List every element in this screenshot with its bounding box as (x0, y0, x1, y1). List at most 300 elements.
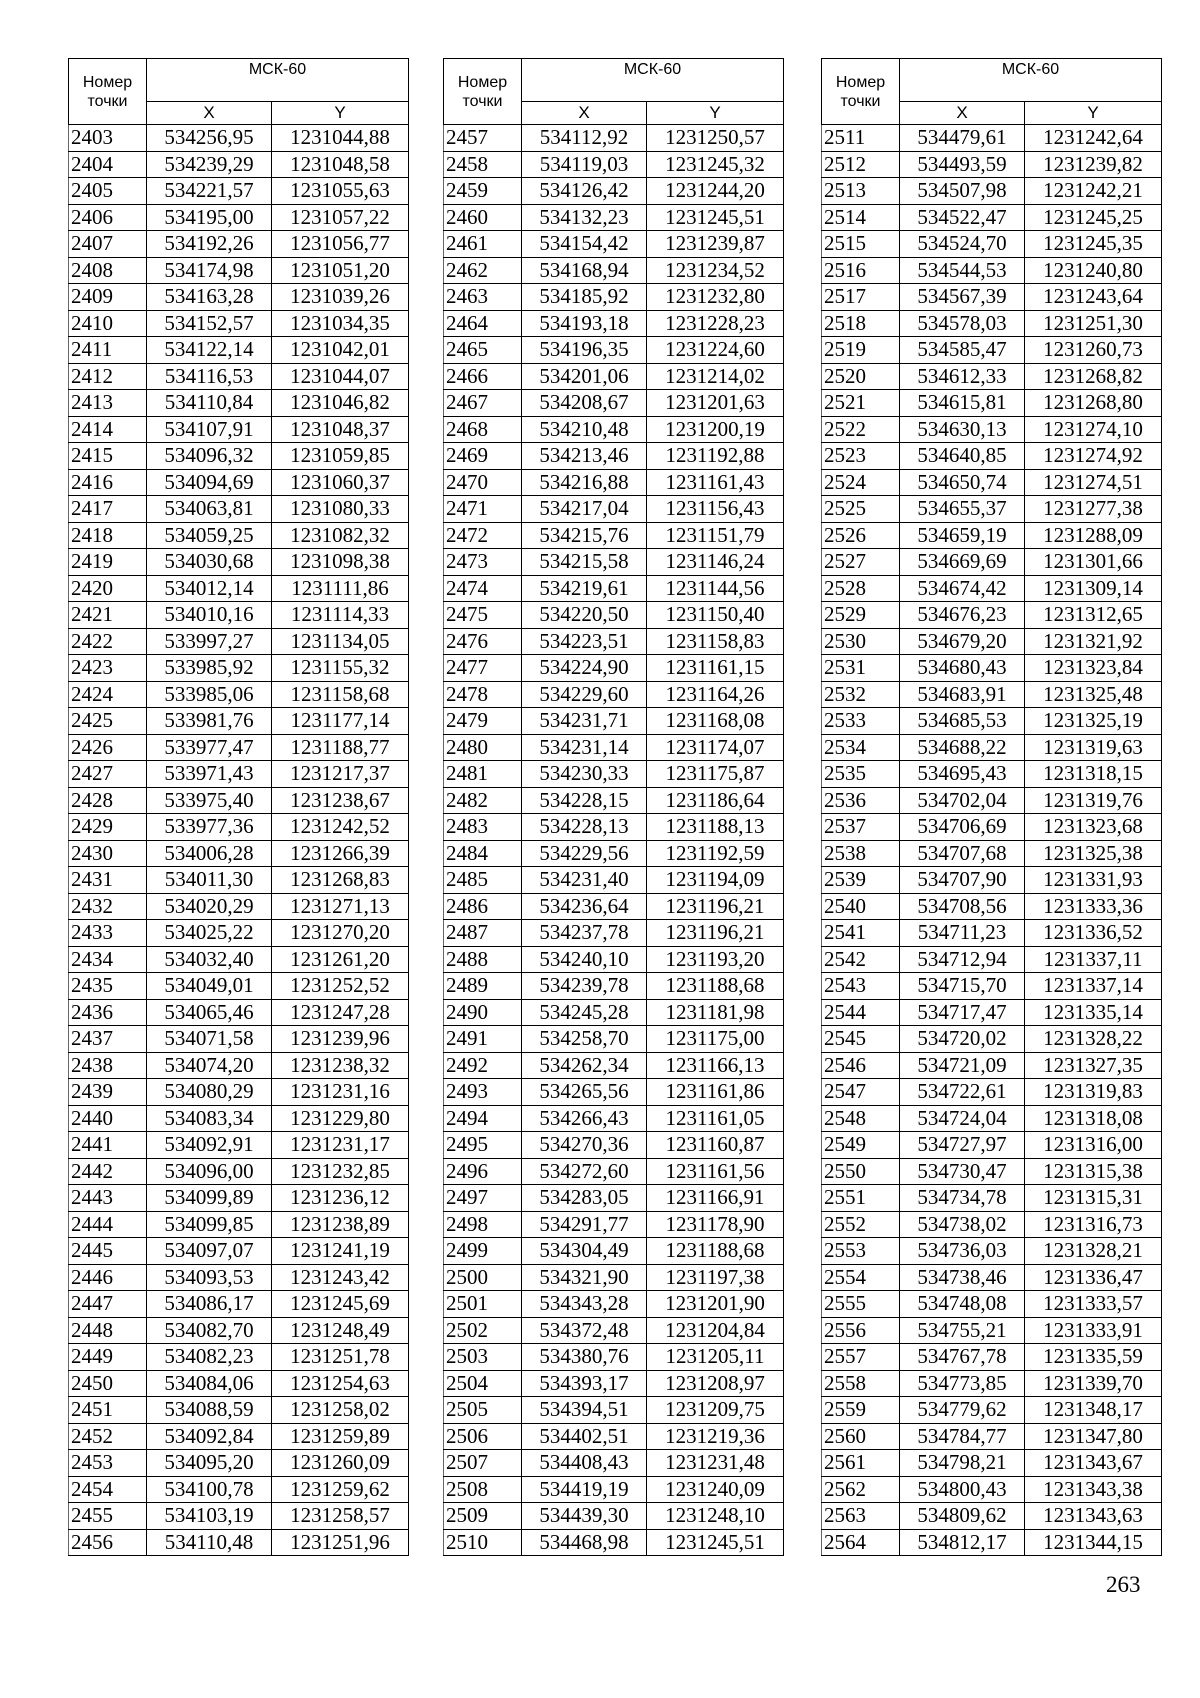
table-row (822, 655, 1162, 682)
point-number: 2439 (69, 1079, 147, 1106)
x-coordinate: 534734,78 (900, 1185, 1025, 1212)
point-number: 2453 (69, 1450, 147, 1477)
table-row (444, 549, 784, 576)
y-coordinate: 1231323,68 (1025, 814, 1162, 841)
table-row (822, 416, 1162, 443)
point-number: 2467 (444, 390, 522, 417)
x-coordinate: 534230,33 (522, 761, 647, 788)
table-row (822, 946, 1162, 973)
x-coordinate: 534099,89 (147, 1185, 272, 1212)
y-coordinate: 1231274,10 (1025, 416, 1162, 443)
x-coordinate: 534093,53 (147, 1264, 272, 1291)
y-coordinate: 1231239,82 (1025, 151, 1162, 178)
point-number: 2519 (822, 337, 900, 364)
y-coordinate: 1231323,84 (1025, 655, 1162, 682)
point-number: 2452 (69, 1423, 147, 1450)
point-number: 2442 (69, 1158, 147, 1185)
x-coordinate: 534132,23 (522, 204, 647, 231)
x-coordinate: 534748,08 (900, 1291, 1025, 1318)
point-number: 2539 (822, 867, 900, 894)
point-number: 2551 (822, 1185, 900, 1212)
y-coordinate: 1231316,00 (1025, 1132, 1162, 1159)
table-row (822, 231, 1162, 258)
x-coordinate: 534711,23 (900, 920, 1025, 947)
point-number: 2545 (822, 1026, 900, 1053)
y-coordinate: 1231144,56 (647, 575, 784, 602)
point-number: 2501 (444, 1291, 522, 1318)
table-row (444, 681, 784, 708)
point-number: 2486 (444, 893, 522, 920)
x-coordinate: 534221,57 (147, 178, 272, 205)
y-coordinate: 1231274,51 (1025, 469, 1162, 496)
point-number: 2483 (444, 814, 522, 841)
table-row (444, 1317, 784, 1344)
point-number: 2460 (444, 204, 522, 231)
x-coordinate: 534272,60 (522, 1158, 647, 1185)
x-header: X (900, 102, 1025, 125)
y-coordinate: 1231201,90 (647, 1291, 784, 1318)
table-row (69, 1026, 409, 1053)
y-coordinate: 1231134,05 (272, 628, 409, 655)
coordinate-system-header: МСК-60 (147, 59, 409, 102)
x-coordinate: 534439,30 (522, 1503, 647, 1530)
x-coordinate: 534237,78 (522, 920, 647, 947)
table-row (444, 893, 784, 920)
x-coordinate: 534088,59 (147, 1397, 272, 1424)
x-coordinate: 534032,40 (147, 946, 272, 973)
table-row (69, 469, 409, 496)
y-coordinate: 1231160,87 (647, 1132, 784, 1159)
x-coordinate: 534706,69 (900, 814, 1025, 841)
y-coordinate: 1231335,14 (1025, 999, 1162, 1026)
table-row (822, 443, 1162, 470)
point-number: 2537 (822, 814, 900, 841)
y-coordinate: 1231214,02 (647, 363, 784, 390)
point-number: 2499 (444, 1238, 522, 1265)
y-coordinate: 1231251,96 (272, 1529, 409, 1556)
x-coordinate: 534240,10 (522, 946, 647, 973)
table-row (69, 681, 409, 708)
point-number: 2513 (822, 178, 900, 205)
point-number: 2430 (69, 840, 147, 867)
point-number: 2424 (69, 681, 147, 708)
table-row (822, 893, 1162, 920)
table-row (822, 1238, 1162, 1265)
point-number: 2529 (822, 602, 900, 629)
x-coordinate: 534152,57 (147, 310, 272, 337)
y-coordinate: 1231325,19 (1025, 708, 1162, 735)
table-row (822, 787, 1162, 814)
point-number: 2516 (822, 257, 900, 284)
point-number: 2524 (822, 469, 900, 496)
table-row (822, 1291, 1162, 1318)
table-row (69, 443, 409, 470)
x-coordinate: 534208,67 (522, 390, 647, 417)
x-coordinate: 534615,81 (900, 390, 1025, 417)
y-coordinate: 1231254,63 (272, 1370, 409, 1397)
y-coordinate: 1231228,23 (647, 310, 784, 337)
point-number: 2419 (69, 549, 147, 576)
y-coordinate: 1231344,15 (1025, 1529, 1162, 1556)
table-row (69, 1529, 409, 1556)
point-number: 2557 (822, 1344, 900, 1371)
point-number: 2421 (69, 602, 147, 629)
point-number: 2416 (69, 469, 147, 496)
y-coordinate: 1231312,65 (1025, 602, 1162, 629)
y-coordinate: 1231248,10 (647, 1503, 784, 1530)
x-coordinate: 534612,33 (900, 363, 1025, 390)
table-row (444, 1105, 784, 1132)
table-row (822, 1052, 1162, 1079)
x-coordinate: 534216,88 (522, 469, 647, 496)
point-number: 2462 (444, 257, 522, 284)
x-coordinate: 534239,78 (522, 973, 647, 1000)
y-coordinate: 1231348,17 (1025, 1397, 1162, 1424)
y-coordinate: 1231316,73 (1025, 1211, 1162, 1238)
table-row (444, 496, 784, 523)
y-coordinate: 1231197,38 (647, 1264, 784, 1291)
point-number: 2407 (69, 231, 147, 258)
point-number: 2445 (69, 1238, 147, 1265)
point-number: 2474 (444, 575, 522, 602)
x-coordinate: 534210,48 (522, 416, 647, 443)
y-coordinate: 1231252,52 (272, 973, 409, 1000)
x-coordinate: 534011,30 (147, 867, 272, 894)
y-coordinate: 1231232,85 (272, 1158, 409, 1185)
point-number: 2496 (444, 1158, 522, 1185)
y-coordinate: 1231080,33 (272, 496, 409, 523)
table-row (69, 708, 409, 735)
y-coordinate: 1231245,51 (647, 1529, 784, 1556)
y-coordinate: 1231245,25 (1025, 204, 1162, 231)
y-coordinate: 1231301,66 (1025, 549, 1162, 576)
table-row (822, 125, 1162, 152)
y-header: Y (272, 102, 409, 125)
point-number: 2521 (822, 390, 900, 417)
x-coordinate: 534685,53 (900, 708, 1025, 735)
y-coordinate: 1231238,89 (272, 1211, 409, 1238)
table-row (444, 1079, 784, 1106)
y-coordinate: 1231343,67 (1025, 1450, 1162, 1477)
x-coordinate: 534096,32 (147, 443, 272, 470)
point-number: 2523 (822, 443, 900, 470)
x-coordinate: 534266,43 (522, 1105, 647, 1132)
point-number: 2406 (69, 204, 147, 231)
x-coordinate: 534119,03 (522, 151, 647, 178)
y-coordinate: 1231315,38 (1025, 1158, 1162, 1185)
x-coordinate: 534080,29 (147, 1079, 272, 1106)
point-number: 2433 (69, 920, 147, 947)
y-coordinate: 1231231,48 (647, 1450, 784, 1477)
y-coordinate: 1231244,20 (647, 178, 784, 205)
table-row (822, 814, 1162, 841)
x-coordinate: 534372,48 (522, 1317, 647, 1344)
point-number: 2456 (69, 1529, 147, 1556)
y-coordinate: 1231164,26 (647, 681, 784, 708)
table-row (822, 390, 1162, 417)
table-row (444, 310, 784, 337)
table-row (822, 681, 1162, 708)
point-number: 2500 (444, 1264, 522, 1291)
point-number: 2478 (444, 681, 522, 708)
y-coordinate: 1231196,21 (647, 893, 784, 920)
y-coordinate: 1231242,64 (1025, 125, 1162, 152)
table-row (822, 363, 1162, 390)
y-coordinate: 1231328,22 (1025, 1026, 1162, 1053)
x-coordinate: 534683,91 (900, 681, 1025, 708)
y-coordinate: 1231274,92 (1025, 443, 1162, 470)
x-coordinate: 534721,09 (900, 1052, 1025, 1079)
x-coordinate: 534736,03 (900, 1238, 1025, 1265)
x-coordinate: 534110,48 (147, 1529, 272, 1556)
x-coordinate: 534012,14 (147, 575, 272, 602)
x-coordinate: 534228,13 (522, 814, 647, 841)
point-number: 2535 (822, 761, 900, 788)
table-row (822, 284, 1162, 311)
x-coordinate: 534065,46 (147, 999, 272, 1026)
table-row (69, 1317, 409, 1344)
y-coordinate: 1231260,09 (272, 1450, 409, 1477)
point-number: 2410 (69, 310, 147, 337)
x-coordinate: 534074,20 (147, 1052, 272, 1079)
x-coordinate: 533985,92 (147, 655, 272, 682)
table-row (69, 973, 409, 1000)
table-row (822, 708, 1162, 735)
x-coordinate: 534100,78 (147, 1476, 272, 1503)
point-number: 2469 (444, 443, 522, 470)
point-number: 2563 (822, 1503, 900, 1530)
table-row (444, 1370, 784, 1397)
x-coordinate: 534779,62 (900, 1397, 1025, 1424)
y-coordinate: 1231288,09 (1025, 522, 1162, 549)
y-coordinate: 1231217,37 (272, 761, 409, 788)
x-coordinate: 534304,49 (522, 1238, 647, 1265)
point-number: 2517 (822, 284, 900, 311)
x-coordinate: 533985,06 (147, 681, 272, 708)
table-row (444, 443, 784, 470)
point-number: 2457 (444, 125, 522, 152)
coordinate-system-header: МСК-60 (522, 59, 784, 102)
table-row (444, 708, 784, 735)
point-number: 2507 (444, 1450, 522, 1477)
point-number: 2429 (69, 814, 147, 841)
table-row (444, 231, 784, 258)
page-number: 263 (1106, 1572, 1141, 1597)
x-coordinate: 534270,36 (522, 1132, 647, 1159)
y-coordinate: 1231277,38 (1025, 496, 1162, 523)
point-number: 2489 (444, 973, 522, 1000)
x-coordinate: 534174,98 (147, 257, 272, 284)
table-row (69, 178, 409, 205)
point-number: 2530 (822, 628, 900, 655)
table-row (69, 628, 409, 655)
x-coordinate: 534695,43 (900, 761, 1025, 788)
point-number: 2518 (822, 310, 900, 337)
table-row (69, 1079, 409, 1106)
table-row (69, 1238, 409, 1265)
table-row (444, 575, 784, 602)
table-row (69, 602, 409, 629)
table-row (822, 1132, 1162, 1159)
x-coordinate: 534265,56 (522, 1079, 647, 1106)
y-coordinate: 1231161,15 (647, 655, 784, 682)
y-coordinate: 1231161,05 (647, 1105, 784, 1132)
x-coordinate: 534030,68 (147, 549, 272, 576)
y-coordinate: 1231270,20 (272, 920, 409, 947)
y-coordinate: 1231336,47 (1025, 1264, 1162, 1291)
y-coordinate: 1231178,90 (647, 1211, 784, 1238)
point-number: 2449 (69, 1344, 147, 1371)
x-coordinate: 534086,17 (147, 1291, 272, 1318)
y-coordinate: 1231193,20 (647, 946, 784, 973)
point-number: 2428 (69, 787, 147, 814)
point-number: 2455 (69, 1503, 147, 1530)
table-row (444, 1211, 784, 1238)
x-coordinate: 534291,77 (522, 1211, 647, 1238)
point-number: 2562 (822, 1476, 900, 1503)
x-coordinate: 534578,03 (900, 310, 1025, 337)
point-number: 2412 (69, 363, 147, 390)
point-number-header: Номер точки (69, 59, 147, 125)
table-row (444, 337, 784, 364)
table-row (444, 1503, 784, 1530)
point-number: 2481 (444, 761, 522, 788)
table-row (69, 1052, 409, 1079)
y-coordinate: 1231319,76 (1025, 787, 1162, 814)
point-number: 2472 (444, 522, 522, 549)
x-coordinate: 534767,78 (900, 1344, 1025, 1371)
x-coordinate: 534727,97 (900, 1132, 1025, 1159)
point-number: 2403 (69, 125, 147, 152)
table-row (444, 125, 784, 152)
table-row (822, 973, 1162, 1000)
point-number: 2447 (69, 1291, 147, 1318)
point-number: 2443 (69, 1185, 147, 1212)
point-number: 2484 (444, 840, 522, 867)
point-number: 2476 (444, 628, 522, 655)
x-coordinate: 534245,28 (522, 999, 647, 1026)
table-row (822, 867, 1162, 894)
x-coordinate: 534168,94 (522, 257, 647, 284)
table-row (822, 1423, 1162, 1450)
x-coordinate: 534095,20 (147, 1450, 272, 1477)
x-coordinate: 534213,46 (522, 443, 647, 470)
x-coordinate: 534585,47 (900, 337, 1025, 364)
x-coordinate: 534231,40 (522, 867, 647, 894)
point-number: 2536 (822, 787, 900, 814)
table-row (822, 920, 1162, 947)
x-coordinate: 534116,53 (147, 363, 272, 390)
x-coordinate: 534122,14 (147, 337, 272, 364)
table-row (444, 999, 784, 1026)
point-number: 2558 (822, 1370, 900, 1397)
x-coordinate: 534708,56 (900, 893, 1025, 920)
point-number: 2544 (822, 999, 900, 1026)
table-row (822, 1397, 1162, 1424)
x-coordinate: 534020,29 (147, 893, 272, 920)
table-row (822, 602, 1162, 629)
point-number: 2505 (444, 1397, 522, 1424)
x-coordinate: 534262,34 (522, 1052, 647, 1079)
table-row (69, 840, 409, 867)
table-row (444, 1476, 784, 1503)
table-row (69, 496, 409, 523)
point-number: 2475 (444, 602, 522, 629)
point-number: 2450 (69, 1370, 147, 1397)
y-coordinate: 1231336,52 (1025, 920, 1162, 947)
x-coordinate: 534229,60 (522, 681, 647, 708)
point-number: 2526 (822, 522, 900, 549)
table-row (69, 1185, 409, 1212)
y-coordinate: 1231238,32 (272, 1052, 409, 1079)
y-coordinate: 1231048,58 (272, 151, 409, 178)
y-coordinate: 1231082,32 (272, 522, 409, 549)
y-coordinate: 1231224,60 (647, 337, 784, 364)
x-coordinate: 534236,64 (522, 893, 647, 920)
x-coordinate: 534800,43 (900, 1476, 1025, 1503)
point-number: 2503 (444, 1344, 522, 1371)
table-row (444, 602, 784, 629)
table-row (822, 1211, 1162, 1238)
y-coordinate: 1231319,63 (1025, 734, 1162, 761)
point-number: 2465 (444, 337, 522, 364)
point-number: 2417 (69, 496, 147, 523)
x-coordinate: 534110,84 (147, 390, 272, 417)
table-row (444, 1397, 784, 1424)
x-coordinate: 534228,15 (522, 787, 647, 814)
point-number: 2509 (444, 1503, 522, 1530)
point-number-header: Номер точки (822, 59, 900, 125)
table-row (822, 734, 1162, 761)
point-number: 2411 (69, 337, 147, 364)
coordinates-table-3 (821, 58, 1162, 1556)
y-coordinate: 1231200,19 (647, 416, 784, 443)
point-number-header: Номер точки (444, 59, 522, 125)
x-coordinate: 534224,90 (522, 655, 647, 682)
y-coordinate: 1231321,92 (1025, 628, 1162, 655)
y-coordinate: 1231245,32 (647, 151, 784, 178)
point-number: 2534 (822, 734, 900, 761)
x-coordinate: 534049,01 (147, 973, 272, 1000)
table-row (69, 946, 409, 973)
point-number: 2479 (444, 708, 522, 735)
table-row (822, 1450, 1162, 1477)
point-number: 2444 (69, 1211, 147, 1238)
table-row (69, 1105, 409, 1132)
y-coordinate: 1231242,21 (1025, 178, 1162, 205)
table-row (69, 1158, 409, 1185)
point-number: 2553 (822, 1238, 900, 1265)
x-coordinate: 534812,17 (900, 1529, 1025, 1556)
table-row (822, 1264, 1162, 1291)
x-coordinate: 534025,22 (147, 920, 272, 947)
y-coordinate: 1231166,13 (647, 1052, 784, 1079)
y-coordinate: 1231245,35 (1025, 231, 1162, 258)
y-coordinate: 1231229,80 (272, 1105, 409, 1132)
y-coordinate: 1231327,35 (1025, 1052, 1162, 1079)
point-number: 2522 (822, 416, 900, 443)
y-coordinate: 1231204,84 (647, 1317, 784, 1344)
table-row (444, 1026, 784, 1053)
table-row (444, 1423, 784, 1450)
x-coordinate: 534192,26 (147, 231, 272, 258)
x-coordinate: 534096,00 (147, 1158, 272, 1185)
y-coordinate: 1231192,59 (647, 840, 784, 867)
point-number: 2464 (444, 310, 522, 337)
point-number: 2431 (69, 867, 147, 894)
y-coordinate: 1231339,70 (1025, 1370, 1162, 1397)
x-coordinate: 534380,76 (522, 1344, 647, 1371)
